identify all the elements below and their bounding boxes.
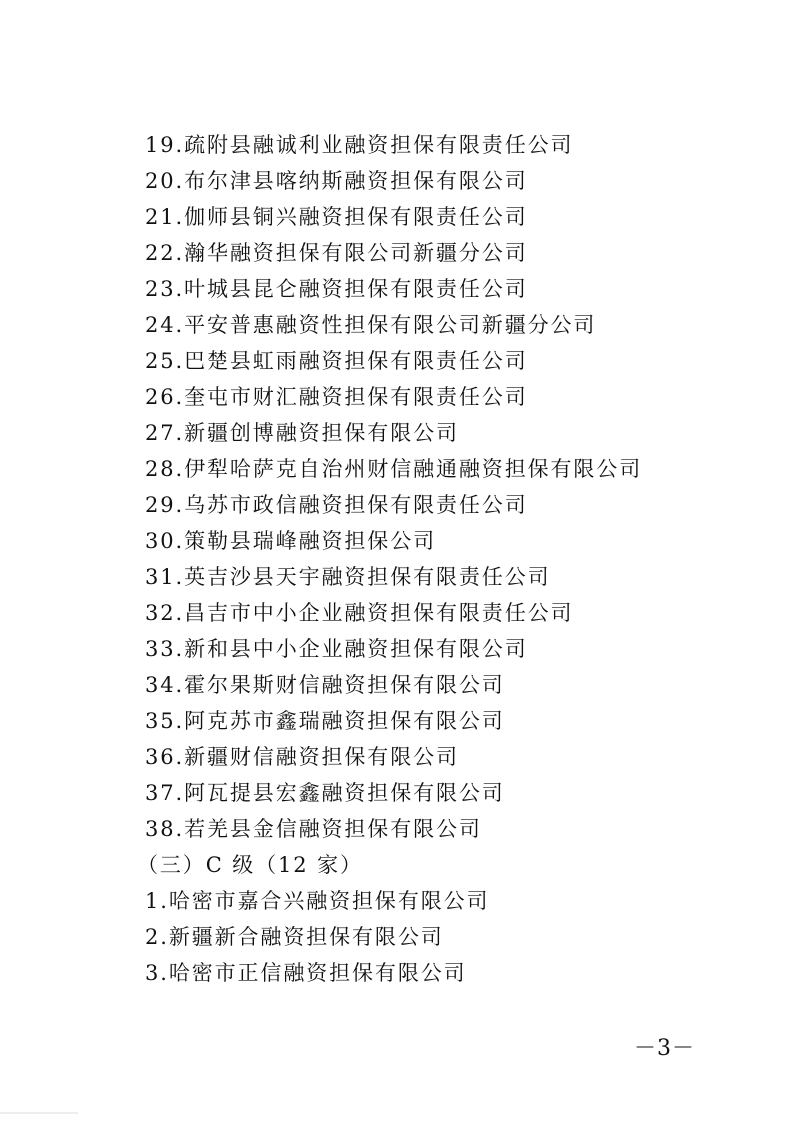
list-item: 35.阿克苏市鑫瑞融资担保有限公司 bbox=[145, 709, 505, 733]
list-item: 33.新和县中小企业融资担保有限公司 bbox=[145, 637, 528, 661]
list-item: 23.叶城县昆仑融资担保有限责任公司 bbox=[145, 277, 528, 301]
page-number: －3－ bbox=[634, 1036, 695, 1061]
list-item: 38.若羌县金信融资担保有限公司 bbox=[145, 817, 482, 841]
list-item: 21.伽师县铜兴融资担保有限责任公司 bbox=[145, 205, 528, 229]
list-item: 29.乌苏市政信融资担保有限责任公司 bbox=[145, 493, 528, 517]
list-item: 28.伊犁哈萨克自治州财信融通融资担保有限公司 bbox=[145, 457, 643, 481]
list-item: 32.昌吉市中小企业融资担保有限责任公司 bbox=[145, 601, 574, 625]
list-item: 27.新疆创博融资担保有限公司 bbox=[145, 421, 459, 445]
section-c-heading: （三）C 级（12 家） bbox=[137, 853, 363, 877]
list-item: 36.新疆财信融资担保有限公司 bbox=[145, 745, 459, 769]
list-item: 3.哈密市正信融资担保有限公司 bbox=[145, 961, 467, 985]
list-item: 25.巴楚县虹雨融资担保有限责任公司 bbox=[145, 349, 528, 373]
list-item: 2.新疆新合融资担保有限公司 bbox=[145, 925, 444, 949]
list-item: 30.策勒县瑞峰融资担保公司 bbox=[145, 529, 436, 553]
scan-edge-mark bbox=[0, 1112, 78, 1114]
list-item: 22.瀚华融资担保有限公司新疆分公司 bbox=[145, 241, 528, 265]
list-item: 1.哈密市嘉合兴融资担保有限公司 bbox=[145, 889, 490, 913]
list-item: 31.英吉沙县天宇融资担保有限责任公司 bbox=[145, 565, 551, 589]
list-item: 26.奎屯市财汇融资担保有限责任公司 bbox=[145, 385, 528, 409]
list-item: 37.阿瓦提县宏鑫融资担保有限公司 bbox=[145, 781, 505, 805]
list-item: 19.疏附县融诚利业融资担保有限责任公司 bbox=[145, 133, 574, 157]
list-item: 24.平安普惠融资性担保有限公司新疆分公司 bbox=[145, 313, 597, 337]
company-list bbox=[137, 127, 643, 991]
list-item: 34.霍尔果斯财信融资担保有限公司 bbox=[145, 673, 505, 697]
list-item: 20.布尔津县喀纳斯融资担保有限公司 bbox=[145, 169, 528, 193]
